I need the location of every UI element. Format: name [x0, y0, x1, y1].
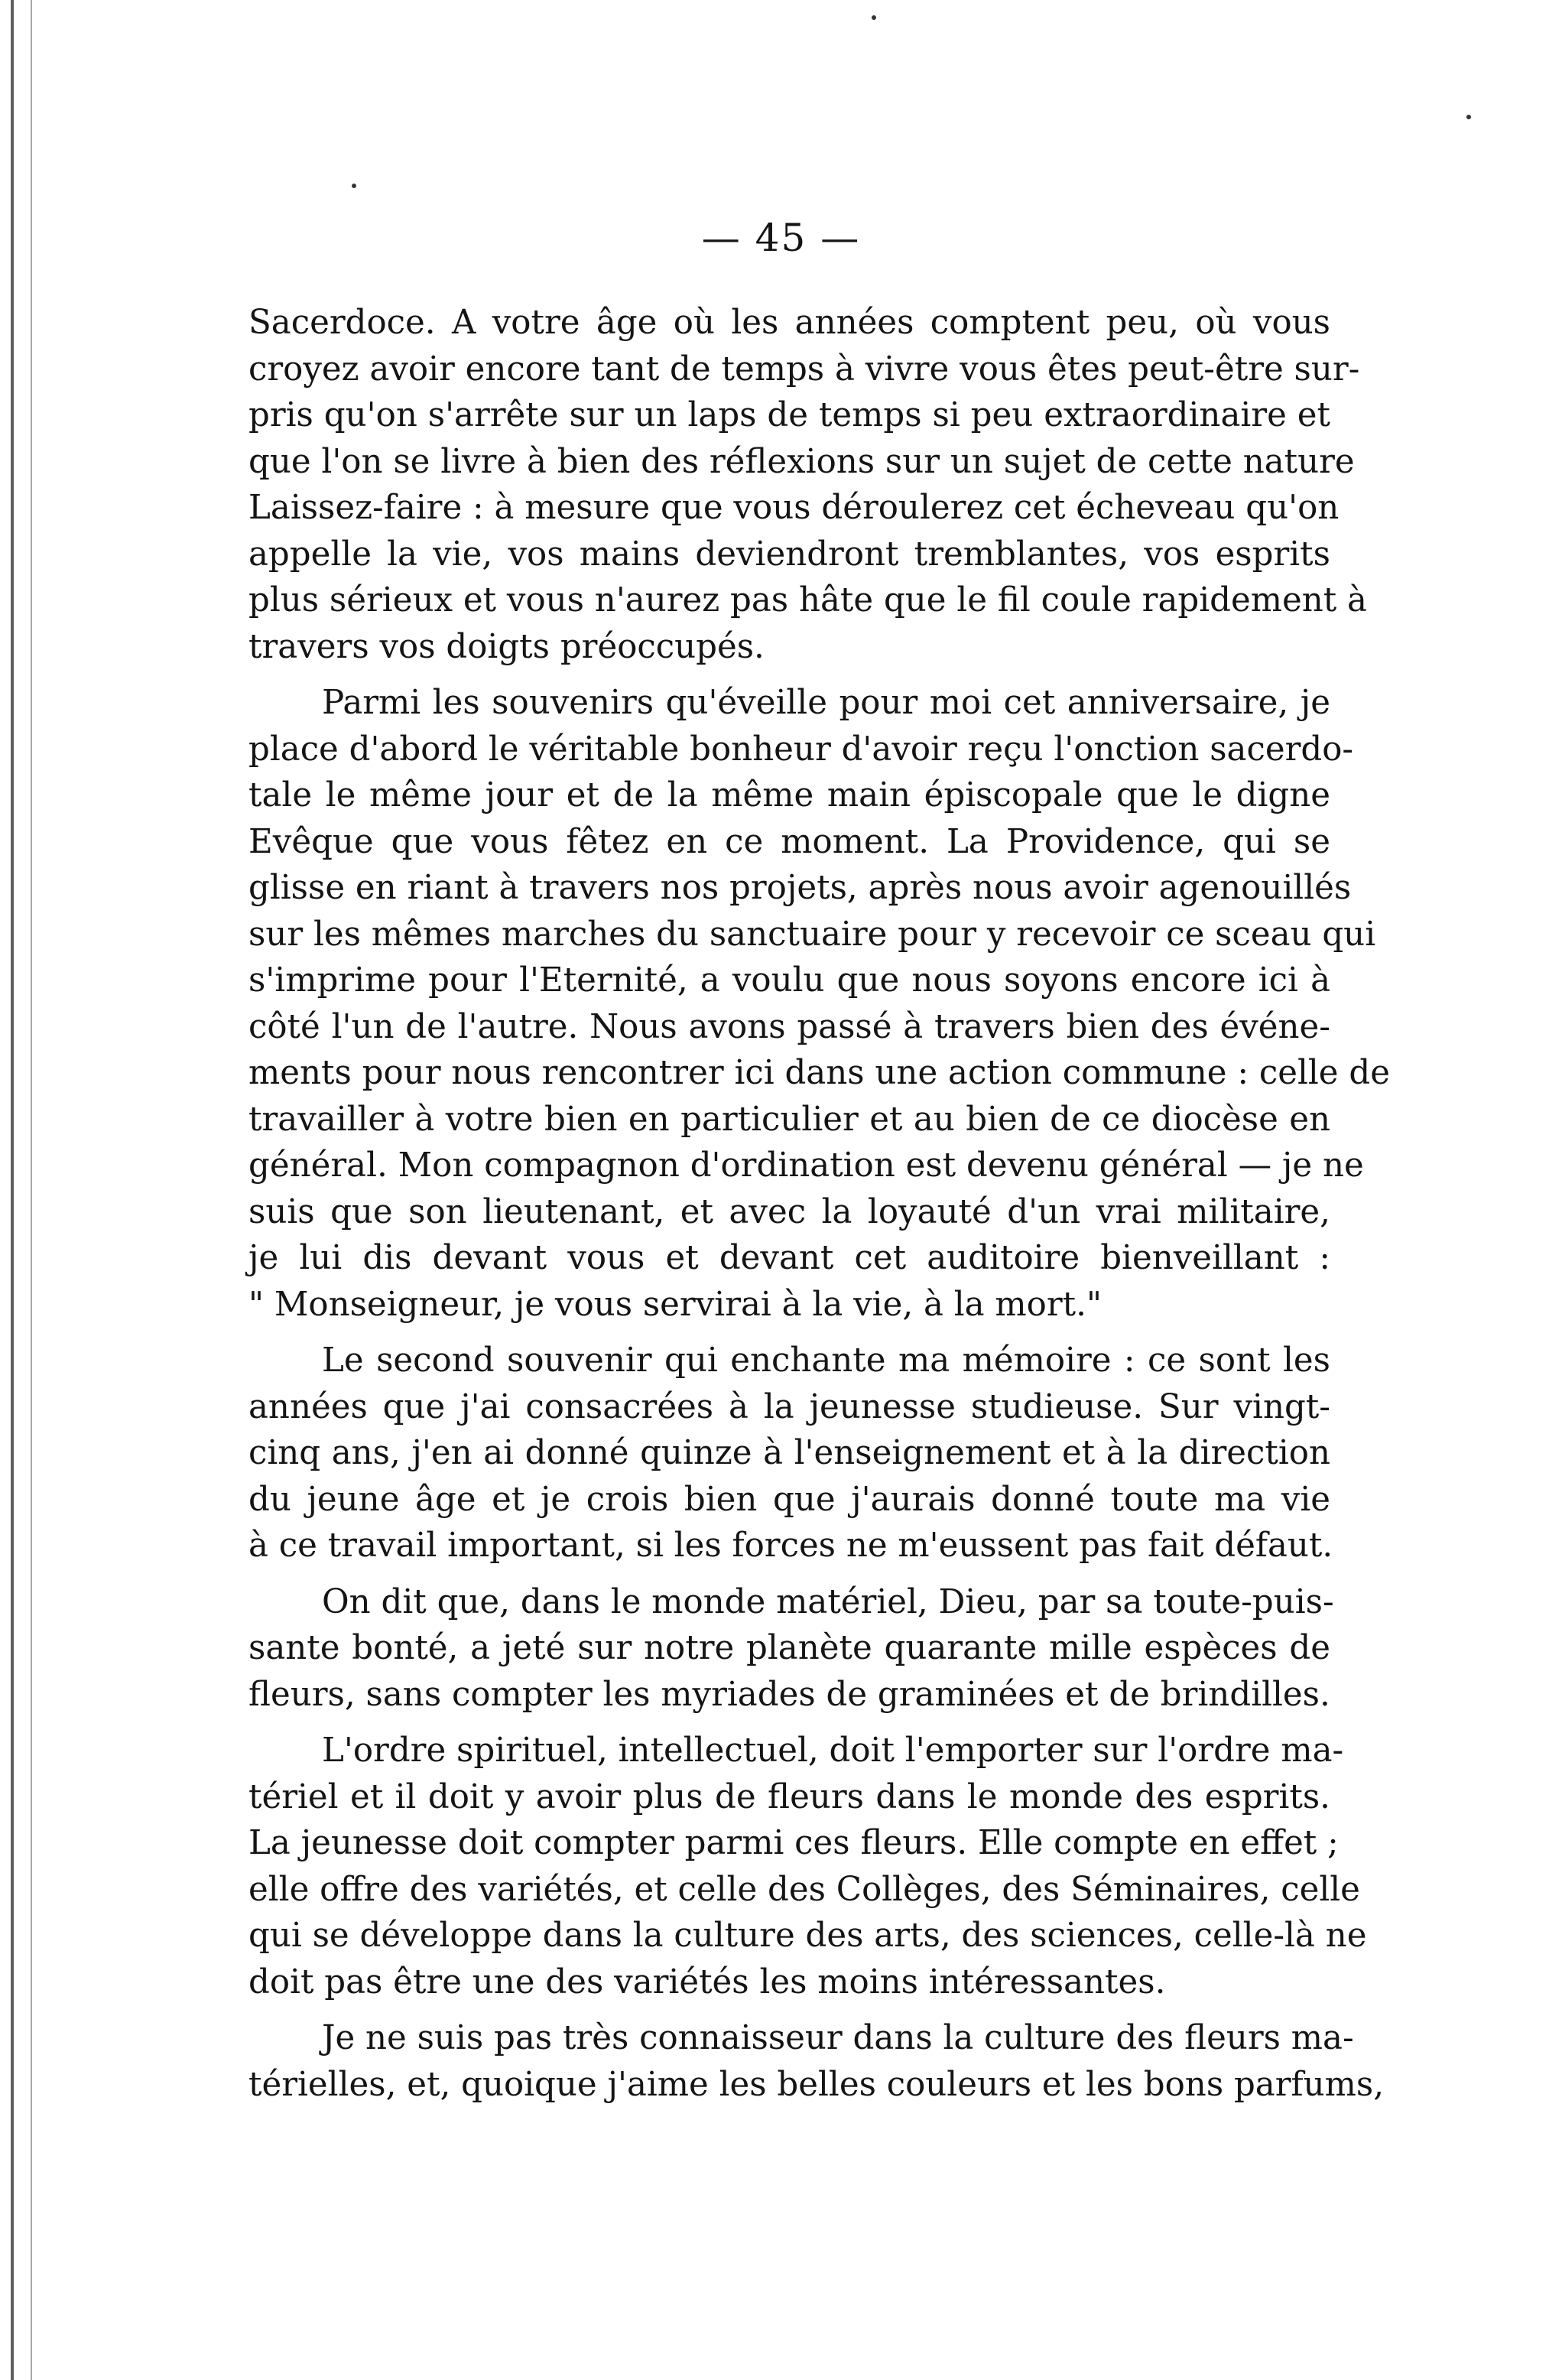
text-line: travers vos doigts préoccupés. [248, 627, 765, 666]
text-line: Sacerdoce. A votre âge où les années comptent peu, où vous [248, 304, 1330, 342]
text-line: La jeunesse doit compter parmi ces fleurs. Elle compte en effet ; [248, 1824, 1339, 1862]
text-line: fleurs, sans compter les myriades de graminées et de brindilles. [248, 1675, 1330, 1714]
paragraph [248, 2015, 1385, 2108]
text-line: elle offre des variétés, et celle des Collèges, des Séminaires, celle [248, 1870, 1360, 1909]
paragraph [248, 1579, 1334, 1718]
text-line: général. Mon compagnon d'ordination est devenu général — je ne [248, 1146, 1364, 1185]
text-line: sante bonté, a jeté sur notre planète quarante mille espèces de [248, 1629, 1330, 1667]
paragraph [248, 1728, 1367, 2005]
text-line: térielles, et, quoique j'aime les belles couleurs et les bons parfums, [248, 2065, 1385, 2104]
text-line: doit pas être une des variétés les moins intéressantes. [248, 1962, 1166, 2001]
text-line: ments pour nous rencontrer ici dans une action commune : celle de [248, 1054, 1390, 1092]
text-line: du jeune âge et je crois bien que j'aurais donné toute ma vie [248, 1480, 1330, 1519]
text-line: Le second souvenir qui enchante ma mémoire : ce sont les [322, 1341, 1330, 1380]
page-binding-edge [11, 0, 32, 2380]
paper-speck [1466, 115, 1471, 119]
text-line: tériel et il doit y avoir plus de fleurs dans le monde des esprits. [248, 1777, 1330, 1816]
text-line: s'imprime pour l'Eternité, a voulu que nous soyons encore ici à [248, 961, 1330, 1000]
text-line: plus sérieux et vous n'aurez pas hâte que le fil coule rapidement à [248, 581, 1367, 619]
text-line: côté l'un de l'autre. Nous avons passé à travers bien des événe- [248, 1007, 1330, 1046]
text-line: On dit que, dans le monde matériel, Dieu, par sa toute-puis- [322, 1582, 1334, 1621]
text-line: à ce travail important, si les forces ne m'eussent pas fait défaut. [248, 1527, 1333, 1565]
text-line: cinq ans, j'en ai donné quinze à l'enseignement et à la direction [248, 1434, 1330, 1472]
text-line: suis que son lieutenant, et avec la loyauté d'un vrai militaire, [248, 1192, 1330, 1231]
text-line: appelle la vie, vos mains deviendront tremblantes, vos esprits [248, 535, 1330, 574]
text-line: Laissez-faire : à mesure que vous déroulerez cet écheveau qu'on [248, 489, 1340, 527]
text-line: Parmi les souvenirs qu'éveille pour moi cet anniversaire, je [322, 684, 1330, 722]
paragraph [248, 680, 1390, 1328]
text-line: glisse en riant à travers nos projets, après nous avoir agenouillés [248, 869, 1352, 907]
text-line: Je ne suis pas très connaisseur dans la culture des fleurs ma- [322, 2019, 1354, 2057]
text-line: qui se développe dans la culture des arts, des sciences, celle-là ne [248, 1917, 1367, 1955]
text-line: Evêque que vous fêtez en ce moment. La Providence, qui se [248, 822, 1330, 861]
text-line: je lui dis devant vous et devant cet auditoire bienveillant : [248, 1239, 1330, 1277]
text-line: place d'abord le véritable bonheur d'avoir reçu l'onction sacerdo- [248, 730, 1354, 769]
text-line: tale le même jour et de la même main épiscopale que le digne [248, 776, 1330, 814]
page-number: — 45 — [701, 216, 861, 260]
paragraph [248, 300, 1367, 670]
body-text [248, 300, 1390, 2108]
text-line: que l'on se livre à bien des réflexions sur un sujet de cette nature [248, 442, 1355, 481]
text-line: " Monseigneur, je vous servirai à la vie, à la mort." [248, 1285, 1102, 1324]
paper-speck [872, 15, 876, 20]
text-line: L'ordre spirituel, intellectuel, doit l'emporter sur l'ordre ma- [322, 1731, 1344, 1770]
paper-speck [352, 184, 356, 188]
text-line: pris qu'on s'arrête sur un laps de temps si peu extraordinaire et [248, 396, 1330, 434]
text-line: croyez avoir encore tant de temps à vivre vous êtes peut-être sur- [248, 350, 1360, 389]
text-line: sur les mêmes marches du sanctuaire pour y recevoir ce sceau qui [248, 915, 1376, 954]
text-line: travailler à votre bien en particulier et au bien de ce diocèse en [248, 1100, 1330, 1139]
text-line: années que j'ai consacrées à la jeunesse studieuse. Sur vingt- [248, 1387, 1330, 1426]
paragraph [248, 1338, 1333, 1569]
